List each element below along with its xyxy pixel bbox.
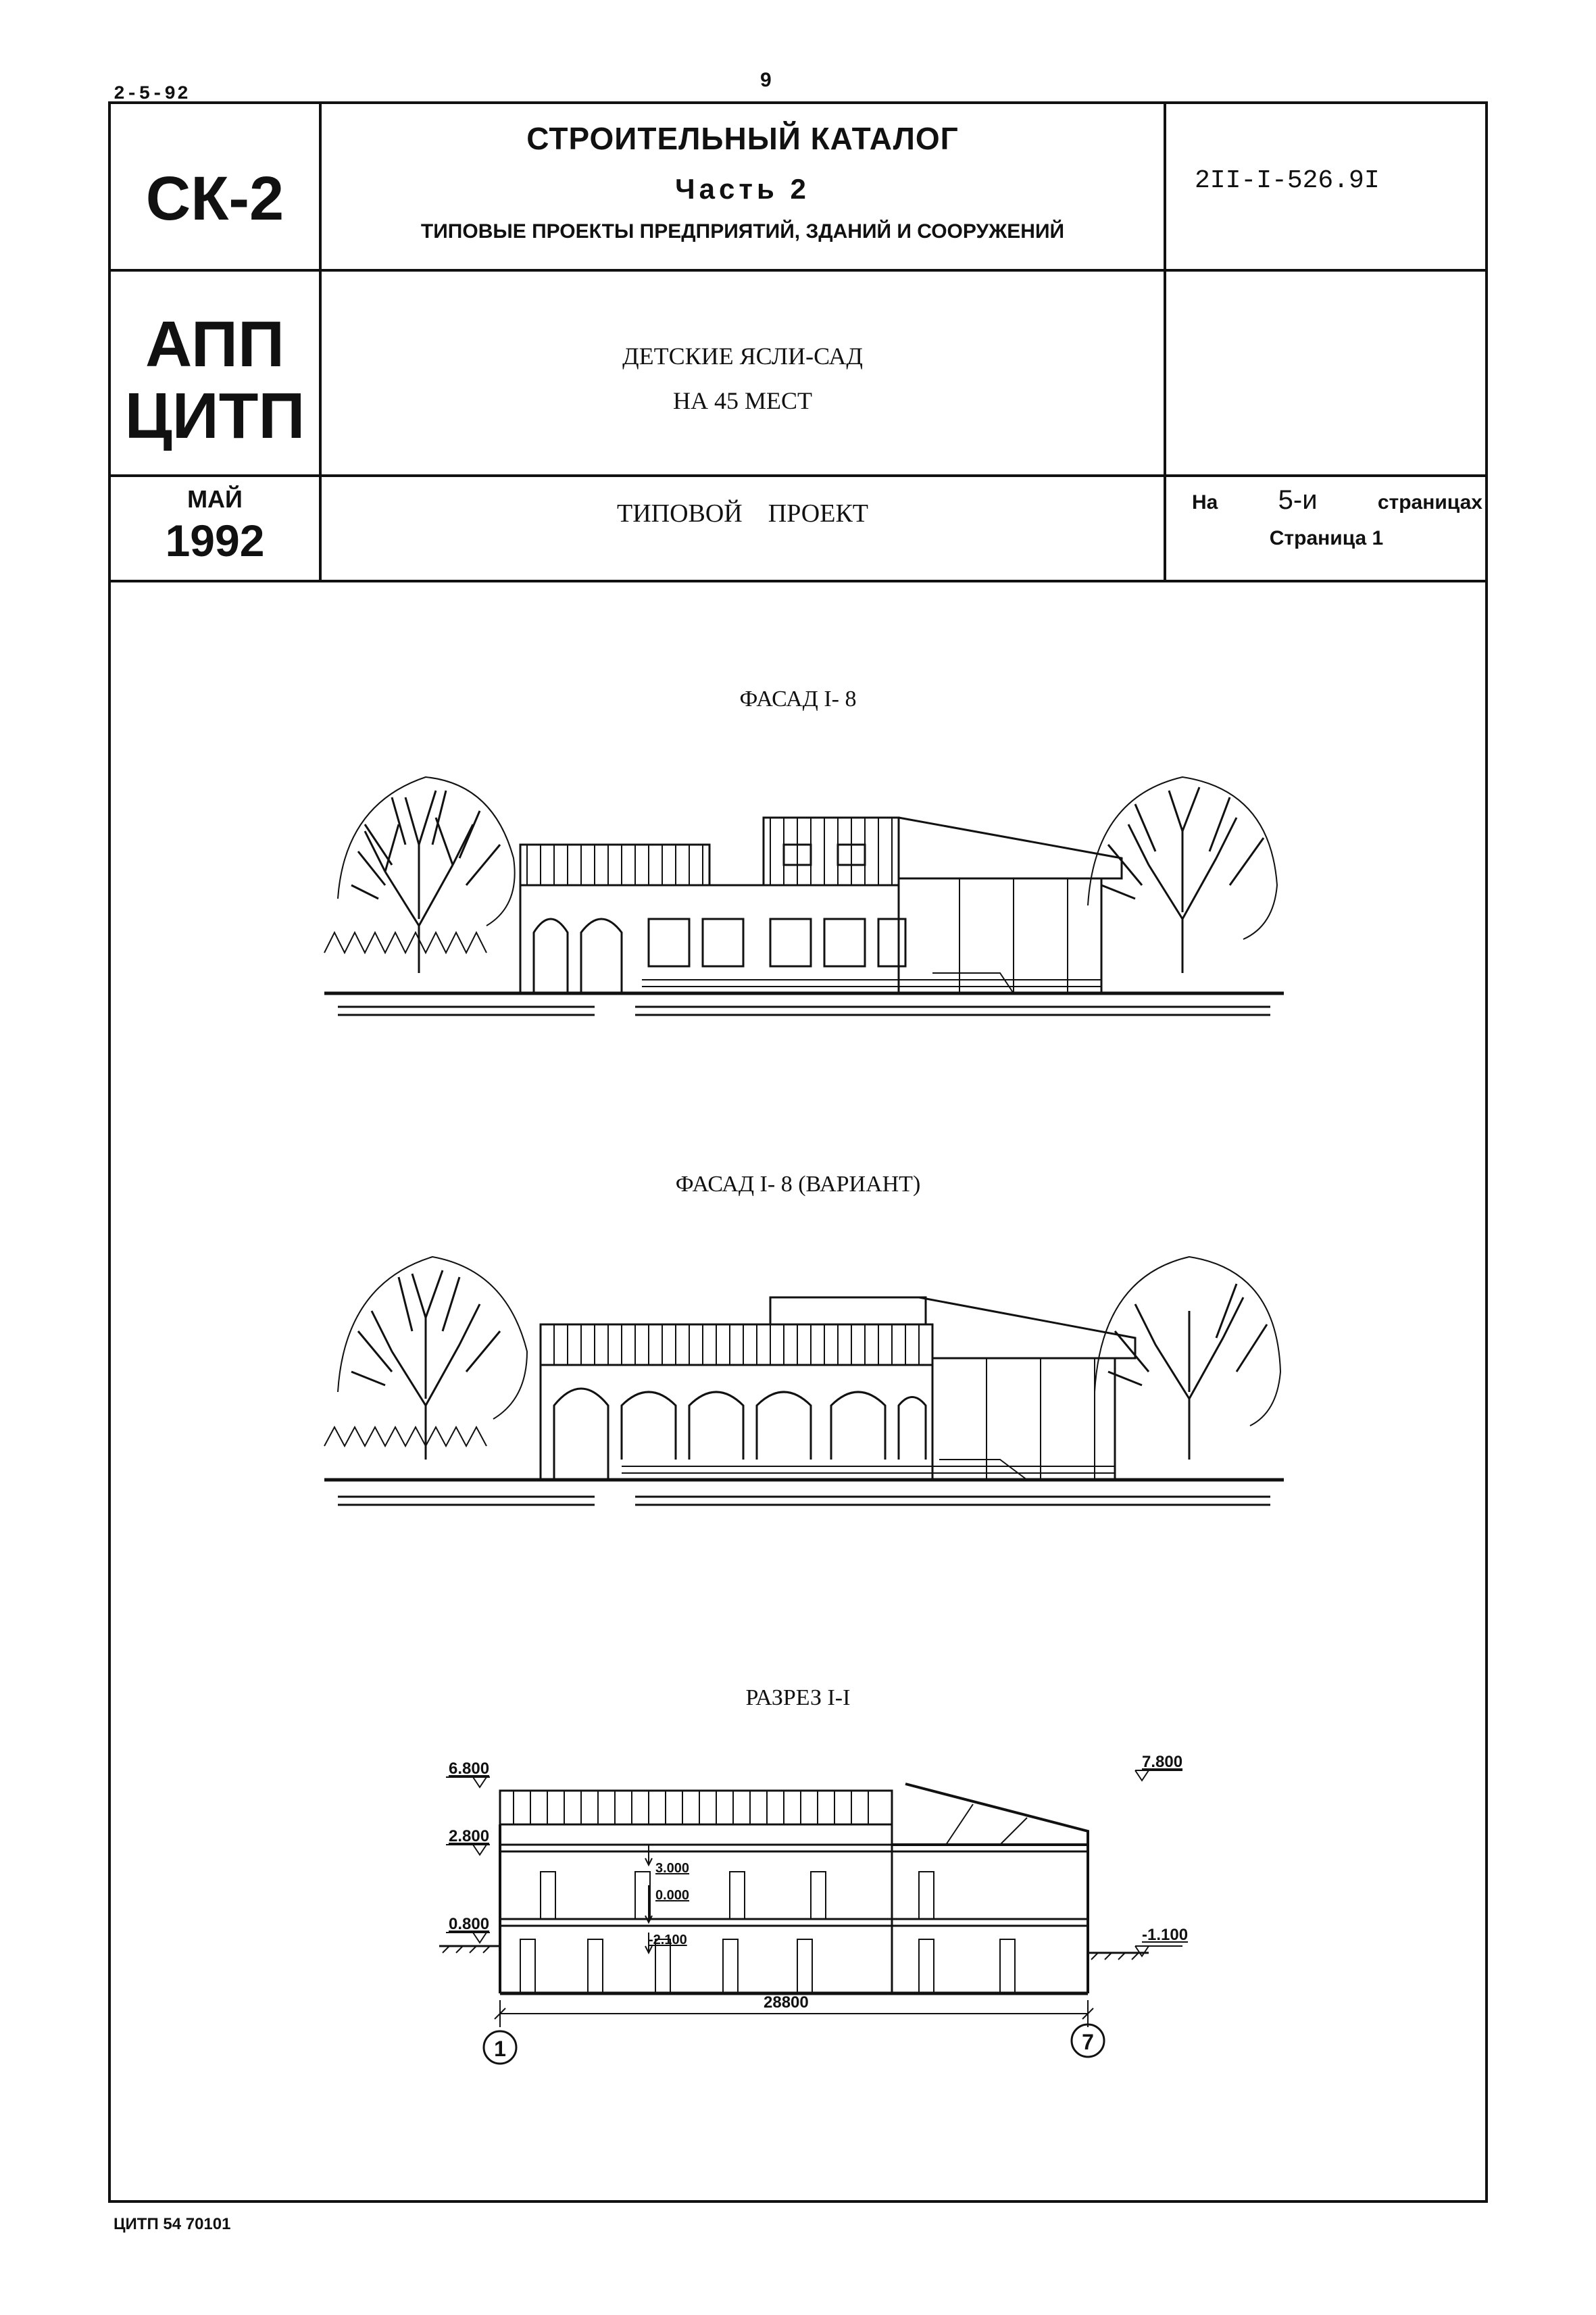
level-minus-2100: -2.100 — [649, 1933, 687, 1947]
document-code: 2-5-92 — [114, 84, 190, 105]
header-divider-2 — [108, 474, 1488, 477]
level-2800: 2.800 — [449, 1827, 490, 1845]
project-type: ТИПОВОЙ ПРОЕКТ — [616, 499, 869, 528]
header-divider-3 — [108, 580, 1488, 582]
series-code: СК-2 — [145, 164, 284, 233]
object-name-line-1: ДЕТСКИЕ ЯСЛИ-САД — [622, 343, 863, 370]
level-minus-1100: -1.100 — [1142, 1926, 1189, 1944]
tree-left-1 — [338, 777, 515, 973]
facade-variant-title: ФАСАД I- 8 (ВАРИАНТ) — [675, 1172, 921, 1197]
axis-label-left: 1 — [494, 2037, 506, 2061]
page-number: 9 — [760, 69, 772, 91]
level-7800: 7.800 — [1142, 1753, 1183, 1771]
catalog-part-subtitle: ТИПОВЫЕ ПРОЕКТЫ ПРЕДПРИЯТИЙ, ЗДАНИЙ И СООРУЖЕНИЙ — [420, 220, 1065, 243]
catalog-part: Часть 2 — [675, 173, 810, 205]
building-1 — [520, 818, 1122, 993]
organization-line-1: АПП — [145, 308, 285, 380]
level-0800: 0.800 — [449, 1915, 490, 1933]
building-2 — [541, 1297, 1135, 1480]
tree-left-2 — [338, 1257, 527, 1460]
issue-month: МАЙ — [187, 485, 243, 513]
tree-right-1 — [1088, 777, 1277, 973]
pages-prefix: На — [1192, 491, 1218, 514]
facade-title: ФАСАД I- 8 — [739, 687, 857, 712]
page-label: Страница 1 — [1269, 527, 1384, 549]
project-code: 2II-I-526.9I — [1195, 166, 1380, 195]
section-title: РАЗРЕЗ I-I — [745, 1685, 851, 1710]
overall-dimension: 28800 — [764, 1993, 809, 2012]
level-6800: 6.800 — [449, 1760, 490, 1778]
pages-count: 5-и — [1278, 485, 1318, 515]
header-column-divider-right — [1164, 101, 1166, 581]
level-3000: 3.000 — [655, 1861, 690, 1876]
header-divider-1 — [108, 269, 1488, 272]
section-drawing — [432, 1750, 1203, 2034]
object-name-line-2: НА 45 МЕСТ — [673, 387, 812, 414]
organization-line-2: ЦИТП — [124, 380, 305, 452]
facade-variant-drawing — [324, 1237, 1284, 1520]
pages-suffix: страницах — [1377, 491, 1482, 514]
level-0000: 0.000 — [655, 1888, 690, 1903]
pages-info — [1192, 485, 1482, 516]
axis-label-right: 7 — [1082, 2030, 1094, 2054]
facade-drawing — [324, 750, 1284, 1020]
catalog-title: СТРОИТЕЛЬНЫЙ КАТАЛОГ — [526, 121, 959, 156]
footer-code: ЦИТП 54 70101 — [114, 2215, 231, 2233]
issue-year: 1992 — [165, 516, 265, 566]
